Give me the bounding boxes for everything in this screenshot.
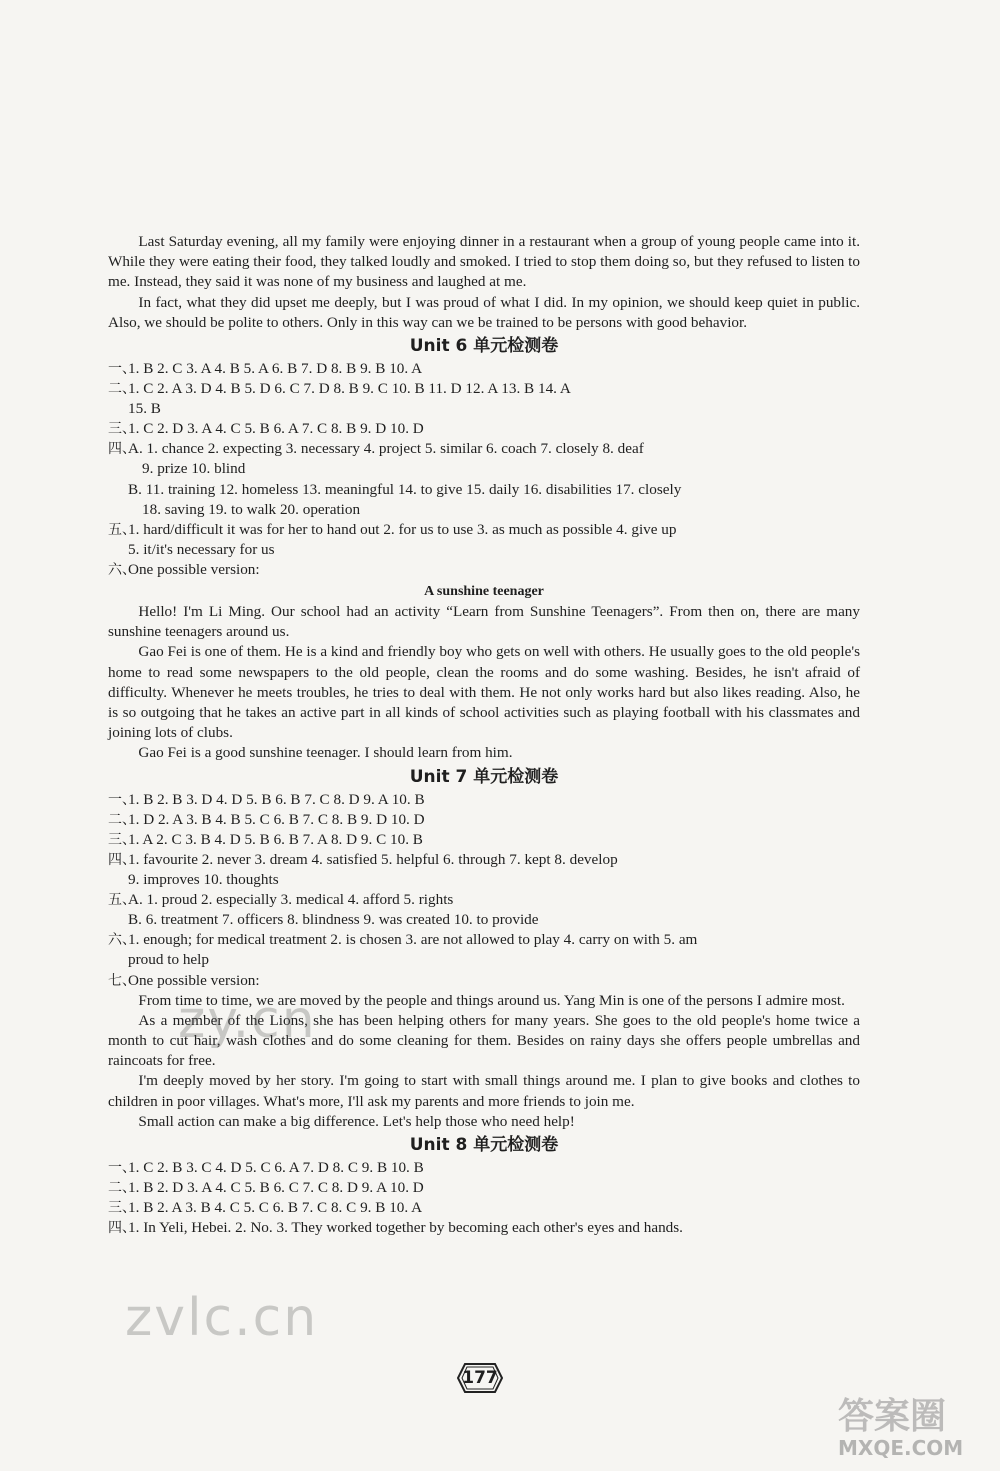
essay-paragraph: From time to time, we are moved by the people and things around us. Yang Min is one of the persons I admire most. <box>138 991 845 1009</box>
essay-paragraph: Hello! I'm Li Ming. Our school had an activity “Learn from Sunshine Teenagers”. From then on, there are many sunshine teenagers around us. <box>108 603 860 641</box>
answer-row: 二、 1. C 2. A 3. D 4. B 5. D 6. C 7. D 8. B 9. C 10. B 11. D 12. A 13. B 14. A <box>108 380 571 398</box>
answer-row: 六、 1. enough; for medical treatment 2. is chosen 3. are not allowed to play 4. carry on with 5. am <box>108 931 698 949</box>
answer-row: 七、 One possible version: <box>108 971 260 989</box>
answer-row-cont: 15. B <box>128 400 161 418</box>
essay-paragraph: As a member of the Lions, she has been helping others for many years. She goes to the old people's home twice a month to cut hair, wash clothes and do some cleaning for them. Besides on rainy days she offers people umbrellas and raincoats for free. <box>108 1011 860 1070</box>
essay-title: A sunshine teenager <box>424 584 544 600</box>
answer-row-cont: B. 11. training 12. homeless 13. meaningful 14. to give 15. daily 16. disabilities 17. closely <box>128 480 682 498</box>
essay-paragraph: Last Saturday evening, all my family were enjoying dinner in a restaurant when a group of young people came into it. While they were eating their food, they talked loudly and smoked. I tried to stop them doing so, but they refused to listen to me. Instead, they said it was none of my business and laughed at me. <box>108 233 860 291</box>
answer-row: 一、 1. C 2. B 3. C 4. D 5. C 6. A 7. D 8. C 9. B 10. B <box>108 1159 424 1177</box>
answer-row: 一、 1. B 2. C 3. A 4. B 5. A 6. B 7. D 8. B 9. B 10. A <box>108 360 423 378</box>
essay-paragraph: Small action can make a big difference. Let's help those who need help! <box>138 1112 575 1130</box>
watermark: zvlc.cn <box>125 1288 319 1348</box>
answer-row: 五、 1. hard/difficult it was for her to hand out 2. for us to use 3. as much as possible 4. give up <box>108 520 677 538</box>
answer-row-cont: B. 6. treatment 7. officers 8. blindness 9. was created 10. to provide <box>128 911 539 929</box>
answer-row: 三、 1. C 2. D 3. A 4. C 5. B 6. A 7. C 8. B 9. D 10. D <box>108 420 424 438</box>
answer-row: 三、 1. B 2. A 3. B 4. C 5. C 6. B 7. C 8. C 9. B 10. A <box>108 1199 423 1217</box>
essay-paragraph: I'm deeply moved by her story. I'm going to start with small things around me. I plan to give books and clothes to children in poor villages. What's more, I'll ask my parents and more friends to join me. <box>108 1072 860 1110</box>
answer-row-cont: 18. saving 19. to walk 20. operation <box>142 500 361 518</box>
unit8-title: Unit 8 单元检测卷 <box>409 1135 559 1156</box>
answer-row: 三、 1. A 2. C 3. B 4. D 5. B 6. B 7. A 8. D 9. C 10. B <box>108 830 423 848</box>
essay-paragraph: In fact, what they did upset me deeply, but I was proud of what I did. In my opinion, we should keep quiet in public. Also, we should be polite to others. Only in this way can we be trained to be persons with good behavior. <box>108 293 860 331</box>
essay-paragraph: Gao Fei is a good sunshine teenager. I should learn from him. <box>138 744 513 762</box>
answer-row: 五、 A. 1. proud 2. especially 3. medical 4. afford 5. rights <box>108 891 454 909</box>
answer-row: 四、 1. favourite 2. never 3. dream 4. satisfied 5. helpful 6. through 7. kept 8. develop <box>108 850 618 868</box>
answer-row: 六、 One possible version: <box>108 560 260 578</box>
answer-row-cont: proud to help <box>128 951 209 969</box>
unit6-title: Unit 6 单元检测卷 <box>409 336 559 357</box>
unit7-title: Unit 7 单元检测卷 <box>409 766 559 787</box>
answer-row: 二、 1. D 2. A 3. B 4. B 5. C 6. B 7. C 8. B 9. D 10. D <box>108 810 425 828</box>
answer-row-cont: 9. improves 10. thoughts <box>128 871 279 889</box>
answer-row-cont: 5. it/it's necessary for us <box>128 540 275 558</box>
essay-paragraph: Gao Fei is one of them. He is a kind and friendly boy who gets on well with others. He usually goes to the old people's home to read some newspapers to the old people, clean the rooms and do some washing. Besides, he isn't afraid of difficulty. Whenever he meets troubles, he tries to deal with them. He not only works hard but also likes reading. Also, he is so outgoing that he takes an active part in all kinds of school activities such as playing football with his classmates and joining lots of clubs. <box>108 643 860 742</box>
answer-row: 四、 1. In Yeli, Hebei. 2. No. 3. They worked together by becoming each other's eyes and hands. <box>108 1219 683 1237</box>
corner-watermark: 答案圈 MXQE.COM <box>838 1396 964 1460</box>
answer-row: 一、 1. B 2. B 3. D 4. D 5. B 6. B 7. C 8. D 9. A 10. B <box>108 790 425 808</box>
answer-row: 二、 1. B 2. D 3. A 4. C 5. B 6. C 7. C 8. D 9. A 10. D <box>108 1179 424 1197</box>
page-number: 177 <box>457 1362 503 1394</box>
answer-row-cont: 9. prize 10. blind <box>142 460 246 478</box>
answer-page <box>108 232 860 1238</box>
answer-row: 四、 A. 1. chance 2. expecting 3. necessary 4. project 5. similar 6. coach 7. closely 8. deaf <box>108 440 644 458</box>
watermark: zy.cn <box>178 990 317 1050</box>
